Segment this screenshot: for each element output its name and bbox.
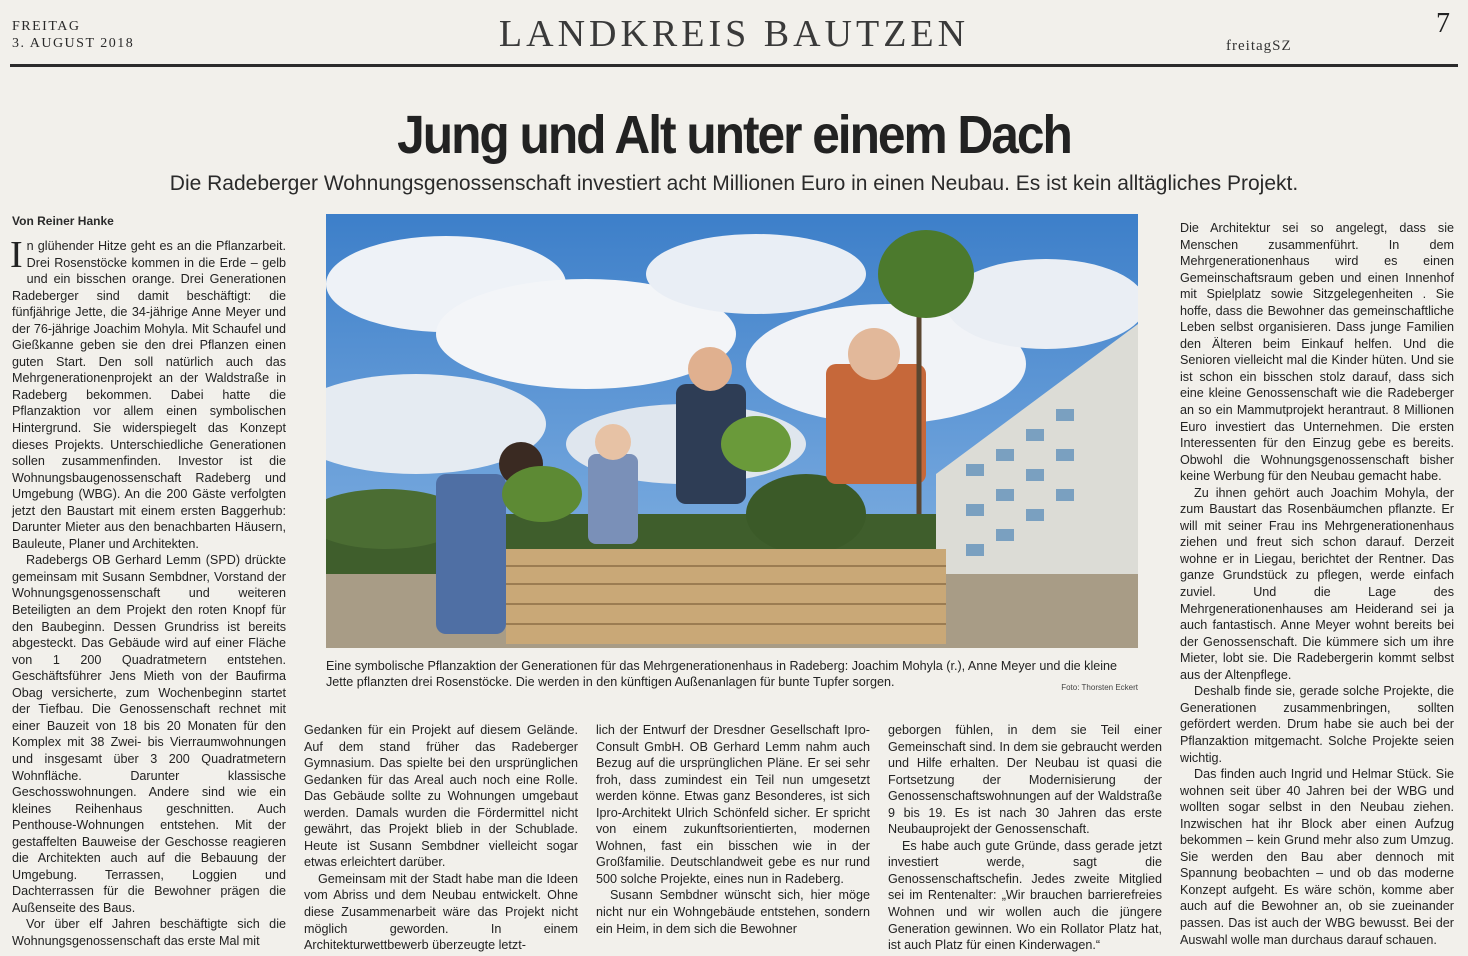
byline: Von Reiner Hanke	[12, 214, 114, 228]
masthead-rule	[10, 64, 1458, 67]
headline: Jung und Alt unter einem Dach	[397, 105, 1071, 165]
article-column-2	[304, 722, 578, 954]
paragraph: Deshalb finde sie, gerade solche Projekte, die Generationen zusammenbringen, sollten gefördert werden. Drum habe sie auch bei der Pflanzaktion mitgemacht. Solche Projekte seien wichtig.	[1180, 684, 1454, 765]
paragraph	[10, 234, 286, 552]
paragraph: Gedanken für ein Projekt auf diesem Gelände. Auf dem stand früher das Radeberger Gymnasium. Das spielte bei den ursprünglichen Gedanken für das Areal auch noch eine Rolle. Das Gebäude sollte zu Wohnungen umgebaut werden. Damals wurden die Fördermittel nicht gewährt, das Projekt blieb in der Schublade. Heute ist Susann Sembdner vielleicht sogar etwas erleichtert darüber.	[304, 723, 578, 870]
paragraph: geborgen fühlen, in dem sie Teil einer Gemeinschaft sind. In dem sie gebraucht werden und Hilfe erhalten. Der Neubau ist quasi die Fortsetzung der Modernisierung der Genossenschaftswohnungen auf der Waldstraße 9 bis 19. Es ist nach 30 Jahren das erste Neubauprojekt der Genossenschaft.	[888, 723, 1162, 837]
photo-credit: Foto: Thorsten Eckert	[1061, 683, 1138, 692]
drop-cap: I	[10, 234, 23, 276]
paragraph: Susann Sembdner wünscht sich, hier möge nicht nur ein Wohngebäude entstehen, sondern ein Heim, in dem sich die Bewohner	[596, 888, 870, 936]
page-number: 7	[1436, 8, 1450, 39]
paragraph: lich der Entwurf der Dresdner Gesellschaft Ipro-Consult GmbH. OB Gerhard Lemm nahm auch Bezug auf die ursprünglichen Pläne. Er sei sehr froh, dass zumindest ein Teil nun umgesetzt werden könne. Etwas ganz Besonderes, ist sich Ipro-Architekt Ulrich Schönfeld sicher. Er spricht von einem zukunftsorientierten, modernen Wohnen, fast ein bisschen wie in der Großfamilie. Deutschlandweit gebe es nur rund 500 solche Projekte, eines nun in Radeberg.	[596, 723, 870, 886]
caption-text: Eine symbolische Pflanzaktion der Generationen für das Mehrgenerationenhaus in Radeberg: Joachim Mohyla (r.), Anne Meyer und die kleine Jette pflanzten drei Rosenstöcke. Die werden in den künftigen Außenanlagen für bunte Tupfer sorgen.	[326, 659, 1118, 689]
article-column-4	[888, 722, 1162, 954]
paragraph: Radebergs OB Gerhard Lemm (SPD) drückte gemeinsam mit Susann Sembdner, Vorstand der Wohnungsgenossenschaft und weiteren Beteiligten an dem Projekt den roten Knopf für den Baubeginn. Dessen Grundriss ist bereits abgesteckt. Das Gebäude wird auf einer Fläche von 1 200 Quadratmetern entstehen. Geschäftsführer Jens Mieth von der Baufirma Obag versicherte, zum Wochenbeginn startet der Tiefbau. Die Genossenschaft rechnet mit einer Bauzeit von 18 bis 20 Monaten für den Komplex mit 38 Zwei- bis Vierraumwohnungen und insgesamt über 3 200 Quadratmetern Wohnfläche. Darunter klassische Geschosswohnungen. Andere sind wie ein kleines Reihenhaus geschnitten. Auch Penthouse-Wohnungen entstehen. Mit der gestaffelten Bauweise der Geschosse reagieren die Architekten auch auf die Bebauung der Umgebung. Terrassen, Loggien und Dachterrassen für die Bewohner prägen die Außenseite des Baus.	[12, 553, 286, 915]
paragraph: Vor über elf Jahren beschäftigte sich die Wohnungsgenossenschaft das erste Mal mit	[12, 917, 286, 948]
photo-illustration	[326, 214, 1138, 648]
paragraph: Die Architektur sei so angelegt, dass sie Menschen zusammenführt. In dem Mehrgenerationenhaus wird es einen Gemeinschaftsraum geben und einen Innenhof mit Spielplatz sowie Sitzgelegenheiten . Sie hoffe, dass die Bewohner das gemeinschaftliche Leben selbst organisieren. Dass junge Familien den Älteren beim Einkauf helfen. Und die Senioren vielleicht mal die Kinder hüten. Und sie ist schon ein bisschen stolz darauf, dass sich eine kleine Genossenschaft wie die Radeberger an so ein Mammutprojekt herantraut. 8 Millionen Euro investiert das Unternehmen. Die ersten Interessenten für den Einzug gebe es bereits. Obwohl die Wohnungsgenossenschaft bisher keine Werbung für den Neubau gemacht habe.	[1180, 221, 1454, 484]
article-column-5	[1180, 220, 1454, 948]
brand-logo: freitagSZ	[1226, 38, 1292, 54]
subheadline: Die Radeberger Wohnungsgenossenschaft investiert acht Millionen Euro in einen Neubau. Es ist kein alltägliches Projekt.	[169, 172, 1299, 195]
paragraph: Zu ihnen gehört auch Joachim Mohyla, der zum Baustart das Rosenbäumchen pflanzte. Er will mit seiner Frau ins Mehrgenerationenhaus ziehen und freut sich schon darauf. Derzeit wohne er in Liegau, berichtet der Rentner. Das ganze Grundstück zu pflegen, werde einfach zuviel. Und die Lage des Mehrgenerationenhauses am Heiderand sei ja auch fantastisch. Anne Meyer wohnt bereits bei der Genossenschaft. Die kümmere sich um ihre Mieter, lobt sie. Die Radebergerin kommt selbst aus der Altenpflege.	[1180, 485, 1454, 682]
article-column-3	[596, 722, 870, 937]
paragraph: Es habe auch gute Gründe, dass gerade jetzt investiert werde, sagt die Genossenschaftschefin. Jedes zweite Mitglied sei im Rentenalter: „Wir brauchen barrierefreies Wohnen und wir wollen auch die jüngere Generation gewinnen. Wo ein Rollator Platz hat, ist auch Platz für einen Kinderwagen.“	[888, 838, 1162, 953]
masthead-day: FREITAG	[12, 19, 81, 34]
photo-caption	[326, 658, 1138, 696]
paragraph-text: n glühender Hitze geht es an die Pflanzarbeit. Drei Rosenstöcke kommen in die Erde – gelb und ein bisschen orange. Drei Generationen Radeberger sind damit beschäftigt: die fünfjährige Jette, die 34-jährige Anne Meyer und der 76-jährige Joachim Mohyla. Mit Schaufel und Gießkanne geben sie den drei Pflanzen einen guten Start. Den soll natürlich auch das Mehrgenerationenprojekt an der Waldstraße in Radeberg bekommen. Dabei hatte die Pflanzaktion vor allem einen symbolischen Hintergrund. Sie widerspiegelt das Konzept dieses Projekts. Unterschiedliche Generationen sollen zusammenfinden. Investor ist die Wohnungsbaugenossenschaft Radeberg und Umgebung (WBG). An die 200 Gäste verfolgten jetzt den Baustart mit einem ersten Baggerhub: Darunter Mieter aus den benachbarten Häusern, Bauleute, Planer und Architekten.	[12, 239, 286, 551]
paragraph: Gemeinsam mit der Stadt habe man die Ideen vom Abriss und dem Neubau entwickelt. Ohne diese Zusammenarbeit wäre das Projekt nicht möglich geworden. In einem Architekturwettbewerb überzeugte letzt-	[304, 871, 578, 953]
article-column-1	[10, 234, 286, 950]
section-title: LANDKREIS BAUTZEN	[498, 13, 970, 55]
masthead-date-text: 3. AUGUST 2018	[12, 36, 135, 51]
paragraph: Das finden auch Ingrid und Helmar Stück. Sie wohnen seit über 40 Jahren bei der WBG und wollten sogar selbst in den Neubau ziehen. Inzwischen hat ihr Block aber einen Aufzug bekommen – kein Grund mehr also zum Umzug. Sie werden den Bau aber dennoch mit Spannung beobachten – und ob das moderne Konzept aufgeht. Es wäre schön, komme aber auch auf die Bewohner an, ob sie zueinander passen. Das ist auch der WBG bewusst. Bei der Auswahl wolle man durchaus darauf schauen.	[1180, 767, 1454, 947]
article-photo	[326, 214, 1138, 648]
